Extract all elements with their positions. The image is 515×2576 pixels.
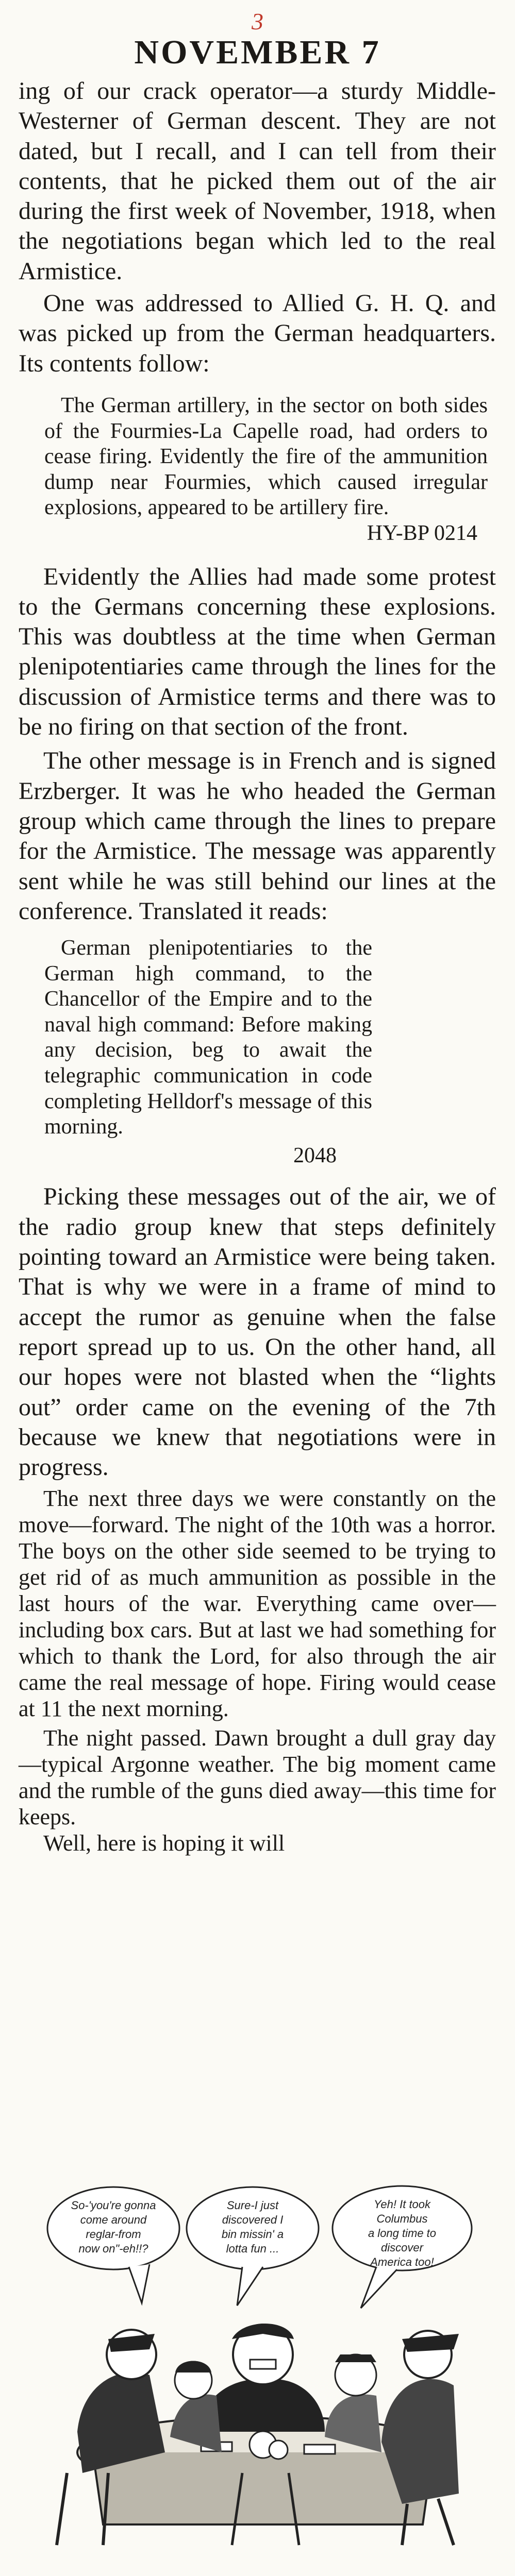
quoted-message-1-code: HY-BP 0214	[367, 521, 477, 545]
svg-text:Columbus: Columbus	[376, 2212, 428, 2225]
svg-text:a long time to: a long time to	[368, 2227, 437, 2240]
svg-text:lotta fun ...: lotta fun ...	[226, 2242, 279, 2255]
page-number: 3	[252, 8, 263, 35]
quoted-message-1	[19, 393, 496, 547]
speech-bubble-1	[47, 2187, 179, 2303]
quoted-message-1-text: The German artillery, in the sector on both sides of the Fourmies-La Capelle road, had orders to cease firing. Evidently the fire of the ammunition dump near Fourmies, which caused irregular explosions, appeared to be artillery fire.	[44, 393, 488, 520]
paragraph-3: Evidently the Allies had made some protest to the Germans concerning these explosions. This was doubtless at the time when German plenipotentiaries came through the lines for the discussion of Armistice terms and there was to be no firing on that section of the front.	[19, 563, 496, 741]
figure-right-1	[325, 2354, 381, 2452]
speech-bubble-2	[187, 2187, 319, 2306]
svg-text:bin missin' a: bin missin' a	[221, 2228, 284, 2241]
svg-text:America too!: America too!	[370, 2256, 434, 2268]
cartoon-illustration	[46, 2184, 474, 2555]
page-header: NOVEMBER 7	[134, 33, 381, 71]
svg-text:Sure-I just: Sure-I just	[226, 2199, 279, 2212]
paragraph-1: ing of our crack operator—a sturdy Middle-Westerner of German descent. They are not dated, but I recall, and I can tell from their contents, that he picked them out of the air during the first week of November, 1918, when the negotiations began which led to the real Armistice.	[19, 77, 496, 285]
paragraph-2: One was addressed to Allied G. H. Q. and was picked up from the German headquarters. Its contents follow:	[19, 290, 496, 377]
quoted-message-2	[19, 936, 496, 1140]
svg-text:come around: come around	[80, 2213, 147, 2226]
paragraph-4: The other message is in French and is signed Erzberger. It was he who headed the German group which came through the lines to prepare for the Armistice. The message was apparently sent while he was still behind our lines at the conference. Translated it reads:	[19, 747, 496, 925]
paragraph-5: Picking these messages out of the air, we of the radio group knew that steps definitely pointing toward an Armistice were being taken. That is why we were in a frame of mind to accept the rumor as genuine when the false report spread up to us. On the other hand, all our hopes were not blasted when the “lights out” order came on the evening of the 7th because we knew that negotiations were in progress.	[19, 1183, 496, 1481]
quoted-message-2-text: German plenipotentiaries to the German high command, to the Chancellor of the Empire and to the naval high command: Before making any decision, beg to await the telegraphic communication in code completing Helldorf's message of this morning.	[44, 936, 372, 1139]
svg-text:Yeh! It took: Yeh! It took	[373, 2198, 431, 2211]
paragraph-7: The night passed. Dawn brought a dull gray day—typical Argonne weather. The big moment came and the rumble of the guns died away—this time for keeps.	[19, 1725, 496, 1830]
svg-text:discover: discover	[381, 2241, 423, 2254]
svg-text:now on"-eh!!?: now on"-eh!!?	[78, 2242, 148, 2255]
speech-bubble-3	[333, 2186, 472, 2308]
paragraph-8: Well, here is hoping it will	[43, 1831, 285, 1856]
figure-woman	[170, 2361, 222, 2453]
figure-center	[201, 2324, 325, 2432]
article-body	[19, 76, 496, 1856]
svg-text:So-'you're gonna: So-'you're gonna	[71, 2199, 156, 2212]
quoted-message-2-code: 2048	[293, 1143, 337, 1167]
svg-text:reglar-from: reglar-from	[86, 2228, 141, 2241]
paragraph-6: The next three days we were constantly on the move—forward. The night of the 10th was a horror. The boys on the other side seemed to be trying to get rid of as much ammunition as possible in the last hours of the war. Everything came over—including box cars. But at last we had something for which to thank the Lord, for also through the air came the real message of hope. Firing would cease at 11 the next morning.	[19, 1486, 496, 1722]
svg-text:discovered I: discovered I	[222, 2213, 284, 2226]
